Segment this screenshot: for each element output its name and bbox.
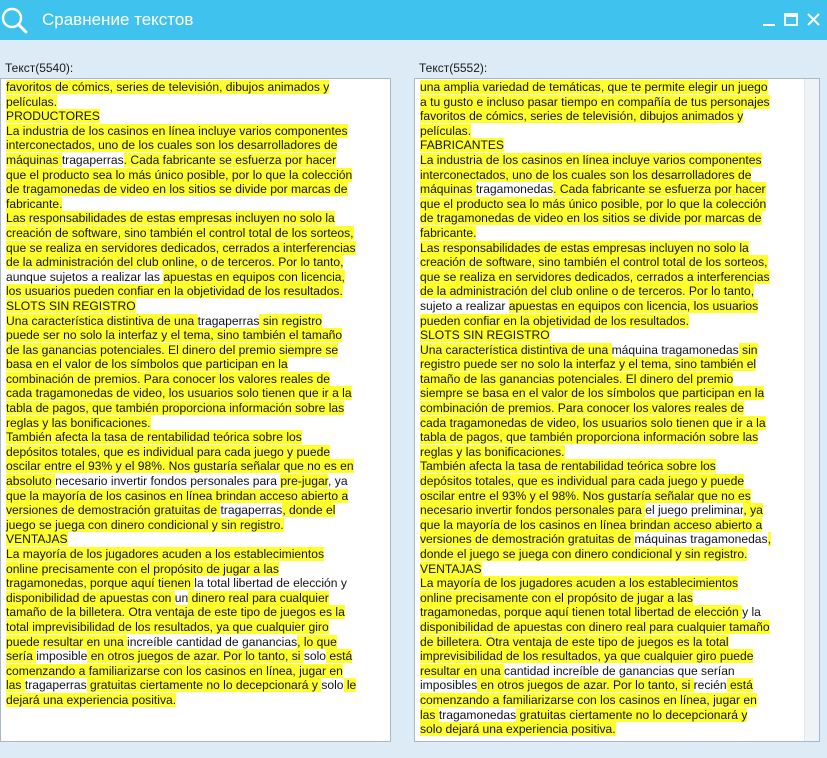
text-line bbox=[6, 299, 384, 314]
text-line bbox=[6, 80, 384, 95]
matched-text: puede resultar en una bbox=[6, 634, 128, 649]
matched-text: tragamonedas, porque aquí tienen total libertad de elección bbox=[420, 605, 743, 620]
text-line bbox=[420, 562, 798, 577]
text-line bbox=[420, 255, 798, 270]
text-line bbox=[420, 299, 798, 314]
text-line bbox=[6, 445, 384, 460]
matched-text: , ya bbox=[743, 503, 763, 518]
text-line bbox=[6, 241, 384, 256]
differing-text: la total libertad de elección y bbox=[194, 576, 347, 591]
matched-text: de las ganancias potenciales. El dinero del premio siempre se bbox=[6, 342, 339, 357]
differing-text: solo bbox=[303, 649, 327, 664]
matched-text: de billetera. Otra ventaja de este tipo de juegos es la total bbox=[420, 634, 729, 649]
text-line bbox=[6, 314, 384, 329]
text-line bbox=[6, 459, 384, 474]
text-line bbox=[6, 153, 384, 168]
text-line bbox=[6, 357, 384, 372]
differing-text: máquinas tragamonedas bbox=[634, 532, 768, 547]
matched-text: dejará una experiencia positiva. bbox=[6, 692, 177, 707]
matched-text: creación de software, sino también el control total de los sorteos, bbox=[420, 255, 768, 270]
title-bar bbox=[0, 0, 827, 40]
text-line bbox=[420, 620, 798, 635]
text-line bbox=[6, 270, 384, 285]
differing-text: , ya bbox=[328, 474, 348, 489]
matched-text: películas. bbox=[6, 94, 58, 109]
text-line bbox=[420, 211, 798, 226]
matched-text: Las responsabilidades de estas empresas incluyen no solo la bbox=[6, 211, 335, 226]
text-line bbox=[6, 664, 384, 679]
text-line bbox=[420, 708, 798, 723]
matched-text: una amplia variedad de temáticas, que te permite elegir un juego bbox=[420, 80, 768, 94]
text-line bbox=[6, 503, 384, 518]
matched-text: PRODUCTORES bbox=[6, 109, 100, 124]
matched-text: máquinas bbox=[6, 152, 62, 167]
text-line bbox=[420, 576, 798, 591]
matched-text: reglas y las bonificaciones. bbox=[420, 444, 565, 459]
text-line bbox=[6, 226, 384, 241]
text-line bbox=[420, 153, 798, 168]
matched-text: sería bbox=[6, 649, 37, 664]
text-line bbox=[420, 678, 798, 693]
text-line bbox=[6, 562, 384, 577]
matched-text: gratuitas ciertamente no lo decepcionará y bbox=[86, 678, 322, 693]
text-line bbox=[6, 591, 384, 606]
matched-text: , lo que bbox=[297, 634, 337, 649]
text-line bbox=[6, 386, 384, 401]
text-line bbox=[6, 532, 384, 547]
matched-text: en otros juegos de azar. Por lo tanto, si bbox=[87, 649, 304, 664]
differing-text: tragaperras bbox=[24, 678, 87, 693]
text-line bbox=[420, 241, 798, 256]
differing-text: tragamonedas bbox=[438, 707, 517, 722]
text-line bbox=[6, 547, 384, 562]
matched-text: Una característica distintiva de una bbox=[6, 313, 198, 328]
window-title: Сравнение текстов bbox=[42, 10, 194, 29]
matched-text: pueden confiar en la objetividad de los resultados. bbox=[420, 313, 689, 328]
matched-text: tabla de pagos, que también proporciona información sobre las bbox=[420, 430, 759, 445]
matched-text: que la mayoría de los casinos en línea brindan acceso abierto a bbox=[6, 488, 349, 503]
text-line bbox=[6, 416, 384, 431]
matched-text: , donde el bbox=[282, 503, 336, 518]
matched-text: La industria de los casinos en línea incluye varios componentes bbox=[6, 123, 348, 138]
differing-text: recién bbox=[693, 678, 727, 693]
text-line bbox=[6, 168, 384, 183]
text-line bbox=[6, 372, 384, 387]
text-line bbox=[6, 474, 384, 489]
text-line bbox=[6, 489, 384, 504]
text-line bbox=[420, 328, 798, 343]
text-line bbox=[420, 649, 798, 664]
matched-text: fabricante. bbox=[420, 225, 477, 240]
matched-text: basa en el valor de los símbolos que participan en la bbox=[6, 357, 288, 372]
matched-text: combinación de premios. Para conocer los valores reales de bbox=[6, 371, 331, 386]
text-line bbox=[6, 95, 384, 110]
matched-text: absoluto bbox=[6, 474, 56, 489]
differing-text: increíble cantidad de ganancias bbox=[127, 634, 298, 649]
matched-text: las bbox=[420, 707, 439, 722]
text-line bbox=[6, 197, 384, 212]
matched-text: de la administración del club online, o de terceros. Por lo tanto, bbox=[6, 255, 344, 270]
matched-text: Una característica distintiva de una bbox=[420, 342, 612, 357]
matched-text: gratuitas ciertamente no lo decepcionará y bbox=[516, 707, 748, 722]
text-line bbox=[420, 372, 798, 387]
matched-text: puede ser no solo la interfaz y el tema, sino también el tamaño bbox=[6, 328, 343, 343]
maximize-button[interactable] bbox=[782, 10, 802, 30]
left-text-content bbox=[6, 80, 384, 708]
text-line bbox=[420, 109, 798, 124]
text-line bbox=[420, 401, 798, 416]
differing-text: un bbox=[174, 590, 189, 605]
text-line bbox=[420, 80, 798, 95]
matched-text: tragamonedas, porque aquí tienen bbox=[6, 576, 195, 591]
text-line bbox=[420, 314, 798, 329]
text-line bbox=[420, 459, 798, 474]
matched-text: . Cada fabricante se esfuerza por hacer bbox=[123, 152, 337, 167]
matched-text: FABRICANTES bbox=[420, 138, 505, 153]
differing-text: imposible bbox=[36, 649, 88, 664]
differing-text: y la bbox=[742, 605, 761, 620]
differing-text: imposibles bbox=[420, 678, 478, 693]
text-line bbox=[420, 518, 798, 533]
matched-text: que se realiza en servidores dedicados, cerrados a interferencias bbox=[6, 240, 356, 255]
text-line bbox=[420, 635, 798, 650]
matched-text: que la mayoría de los casinos en línea brindan acceso abierto a bbox=[420, 517, 763, 532]
matched-text: máquinas bbox=[420, 182, 476, 197]
matched-text: siempre se basa en el valor de los símbolos que participan en la bbox=[420, 386, 765, 401]
text-line bbox=[6, 182, 384, 197]
matched-text: las bbox=[6, 678, 25, 693]
differing-text: tragamonedas bbox=[475, 182, 554, 197]
matched-text: a tu gusto e incluso pasar tiempo en compañía de tus personajes bbox=[420, 94, 770, 109]
text-line bbox=[6, 109, 384, 124]
matched-text: online precisamente con el propósito de jugar a las bbox=[420, 590, 693, 605]
matched-text: , bbox=[767, 532, 771, 547]
matched-text: También afecta la tasa de rentabilidad teórica sobre los bbox=[6, 430, 302, 445]
matched-text: apuestas en equipos con licencia, los usuarios bbox=[508, 298, 759, 313]
text-line bbox=[420, 343, 798, 358]
matched-text: VENTAJAS bbox=[6, 532, 68, 547]
matched-text: películas. bbox=[420, 123, 472, 138]
text-line bbox=[6, 678, 384, 693]
matched-text: juego se juega con dinero condicional y sin registro. bbox=[6, 517, 284, 532]
text-line bbox=[6, 284, 384, 299]
text-line bbox=[420, 664, 798, 679]
matched-text: También afecta la tasa de rentabilidad teórica sobre los bbox=[420, 459, 716, 474]
text-line bbox=[6, 255, 384, 270]
matched-text: creación de software, sino también el control total de los sorteos, bbox=[6, 225, 354, 240]
text-line bbox=[420, 168, 798, 183]
text-line bbox=[6, 124, 384, 139]
close-icon bbox=[804, 10, 824, 30]
text-line bbox=[6, 328, 384, 343]
text-line bbox=[6, 211, 384, 226]
matched-text: en otros juegos de azar. Por lo tanto, si bbox=[477, 678, 694, 693]
text-line bbox=[420, 95, 798, 110]
matched-text: de tragamonedas de video en los sitios se divide por marcas de bbox=[420, 211, 762, 226]
matched-text: La mayoría de los jugadores acuden a los establecimientos bbox=[420, 576, 738, 591]
minimize-icon bbox=[760, 10, 780, 30]
matched-text: cada tragamonedas de video, los usuarios solo tienen que ir a la bbox=[6, 386, 352, 401]
text-line bbox=[420, 386, 798, 401]
matched-text: . Cada fabricante se esfuerza por hacer bbox=[553, 182, 766, 197]
status-strip bbox=[0, 745, 827, 758]
matched-text: le bbox=[343, 678, 357, 693]
matched-text: depósitos totales, que es individual para cada juego y puede bbox=[6, 444, 331, 459]
text-line bbox=[6, 635, 384, 650]
differing-text: sujeto a realizar bbox=[420, 298, 509, 313]
matched-text: disponibilidad de apuestas con bbox=[6, 590, 175, 605]
matched-text: reglas y las bonificaciones. bbox=[6, 415, 151, 430]
maximize-icon bbox=[782, 10, 802, 30]
matched-text: favoritos de cómics, series de televisión, dibujos animados y bbox=[6, 80, 330, 94]
differing-text: necesario invertir fondos personales para bbox=[55, 474, 281, 489]
text-line bbox=[420, 270, 798, 285]
matched-text: registro puede ser no solo la interfaz y el tema, sino también el bbox=[420, 357, 757, 372]
matched-text: que el producto sea lo más único posible, por lo que la colección bbox=[420, 196, 767, 211]
right-text-label: Текст(5552): bbox=[419, 61, 488, 75]
search-icon bbox=[0, 6, 28, 34]
minimize-button[interactable] bbox=[760, 10, 780, 30]
matched-text: tamaño de la billetera. Otra ventaja de este tipo de juegos es la bbox=[6, 605, 345, 620]
matched-text: versiones de demostración gratuitas de bbox=[6, 503, 221, 518]
text-line bbox=[420, 124, 798, 139]
text-line bbox=[420, 547, 798, 562]
text-line bbox=[420, 591, 798, 606]
text-line bbox=[420, 357, 798, 372]
matched-text: combinación de premios. Para conocer los valores reales de bbox=[420, 401, 745, 416]
text-line bbox=[6, 649, 384, 664]
matched-text: que se realiza en servidores dedicados, cerrados a interferencias bbox=[420, 269, 770, 284]
matched-text: cada tragamonedas de video, los usuarios solo tienen que ir a la bbox=[420, 415, 766, 430]
text-line bbox=[420, 182, 798, 197]
differing-text: el juego preliminar bbox=[645, 503, 744, 518]
matched-text: La industria de los casinos en línea incluye varios componentes bbox=[420, 152, 762, 167]
matched-text: solo dejará una experiencia positiva. bbox=[420, 722, 616, 737]
matched-text: favoritos de cómics, series de televisión, dibujos animados y bbox=[420, 109, 744, 124]
matched-text: SLOTS SIN REGISTRO bbox=[6, 298, 136, 313]
matched-text: comenzando a familiarizarse con los casinos en línea, jugar en bbox=[6, 663, 343, 678]
matched-text: dinero real para cualquier bbox=[188, 590, 329, 605]
text-line bbox=[6, 401, 384, 416]
right-text-content bbox=[420, 80, 798, 737]
matched-text: oscilar entre el 93% y el 98%. Nos gustaría señalar que no es en bbox=[6, 459, 354, 474]
matched-text: total imprevisibilidad de los resultados, ya que cualquier giro bbox=[6, 619, 329, 634]
text-line bbox=[6, 693, 384, 708]
text-line bbox=[6, 518, 384, 533]
matched-text: La mayoría de los jugadores acuden a los establecimientos bbox=[6, 547, 324, 561]
right-text-panel[interactable] bbox=[414, 78, 820, 742]
text-line bbox=[420, 284, 798, 299]
matched-text: online precisamente con el propósito de jugar a las bbox=[6, 561, 279, 576]
matched-text: interconectados, uno de los cuales son los desarrolladores de bbox=[420, 167, 752, 182]
differing-text: máquina tragamonedas bbox=[611, 342, 739, 357]
text-line bbox=[420, 605, 798, 620]
matched-text: que el producto sea lo más único posible, por lo que la colección bbox=[6, 167, 353, 182]
matched-text: sin bbox=[738, 342, 758, 357]
left-text-label: Текст(5540): bbox=[5, 61, 74, 75]
matched-text: comenzando a familiarizarse con los casinos en línea, jugar en bbox=[420, 692, 757, 707]
matched-text: VENTAJAS bbox=[420, 561, 482, 576]
matched-text: donde el juego se juega con dinero condicional y sin registro. bbox=[420, 547, 748, 561]
matched-text: de la administración del club online o de terceros. Por lo tanto, bbox=[420, 284, 755, 299]
differing-text: aunque sujetos a realizar las bbox=[6, 269, 164, 284]
matched-text: pre-jugar bbox=[280, 474, 329, 489]
matched-text: SLOTS SIN REGISTRO bbox=[420, 328, 550, 343]
text-line bbox=[6, 605, 384, 620]
text-line bbox=[420, 474, 798, 489]
differing-text: solo bbox=[321, 678, 344, 693]
matched-text: versiones de demostración gratuitas de bbox=[420, 532, 635, 547]
matched-text: sin registro bbox=[259, 313, 322, 328]
differing-text: cantidad increíble de ganancias que serían bbox=[504, 663, 735, 678]
text-line bbox=[420, 430, 798, 445]
text-line bbox=[420, 489, 798, 504]
matched-text: tamaño de las ganancias potenciales. El dinero del premio bbox=[420, 371, 734, 386]
matched-text: Las responsabilidades de estas empresas incluyen no solo la bbox=[420, 240, 749, 255]
matched-text: los usuarios pueden confiar en la objetividad de los resultados. bbox=[6, 284, 343, 299]
text-line bbox=[420, 416, 798, 431]
text-line bbox=[6, 620, 384, 635]
text-line bbox=[420, 693, 798, 708]
close-button[interactable] bbox=[804, 10, 824, 30]
matched-text: fabricante. bbox=[6, 196, 63, 211]
text-line bbox=[420, 226, 798, 241]
text-line bbox=[420, 503, 798, 518]
right-scrollbar[interactable] bbox=[804, 79, 819, 741]
text-line bbox=[6, 343, 384, 358]
differing-text: tragaperras bbox=[61, 152, 124, 167]
left-text-panel[interactable] bbox=[0, 78, 391, 742]
text-line bbox=[6, 430, 384, 445]
matched-text: depósitos totales, que es individual para cada juego y puede bbox=[420, 474, 745, 489]
differing-text: tragaperras bbox=[197, 313, 260, 328]
matched-text: apuestas en equipos con licencia, bbox=[163, 269, 345, 284]
text-line bbox=[420, 138, 798, 153]
text-line bbox=[420, 445, 798, 460]
text-line bbox=[6, 138, 384, 153]
differing-text: tragaperras bbox=[220, 503, 283, 518]
matched-text: interconectados, uno de los cuales son los desarrolladores de bbox=[6, 138, 338, 153]
text-line bbox=[6, 576, 384, 591]
matched-text: resultar en una bbox=[420, 663, 505, 678]
text-line bbox=[420, 532, 798, 547]
matched-text: necesario invertir fondos personales para bbox=[420, 503, 646, 518]
matched-text: oscilar entre el 93% y el 98%. Nos gustaría señalar que no es bbox=[420, 488, 751, 503]
text-line bbox=[420, 197, 798, 212]
matched-text: está bbox=[726, 678, 753, 693]
matched-text: tabla de pagos, que también proporciona información sobre las bbox=[6, 401, 345, 416]
matched-text: disponibilidad de apuestas con dinero real para cualquier tamaño bbox=[420, 619, 770, 634]
matched-text: imprevisibilidad de los resultados, ya que cualquier giro puede bbox=[420, 649, 754, 664]
text-line bbox=[420, 722, 798, 737]
matched-text: está bbox=[326, 649, 353, 664]
matched-text: de tragamonedas de video en los sitios se divide por marcas de bbox=[6, 182, 348, 197]
